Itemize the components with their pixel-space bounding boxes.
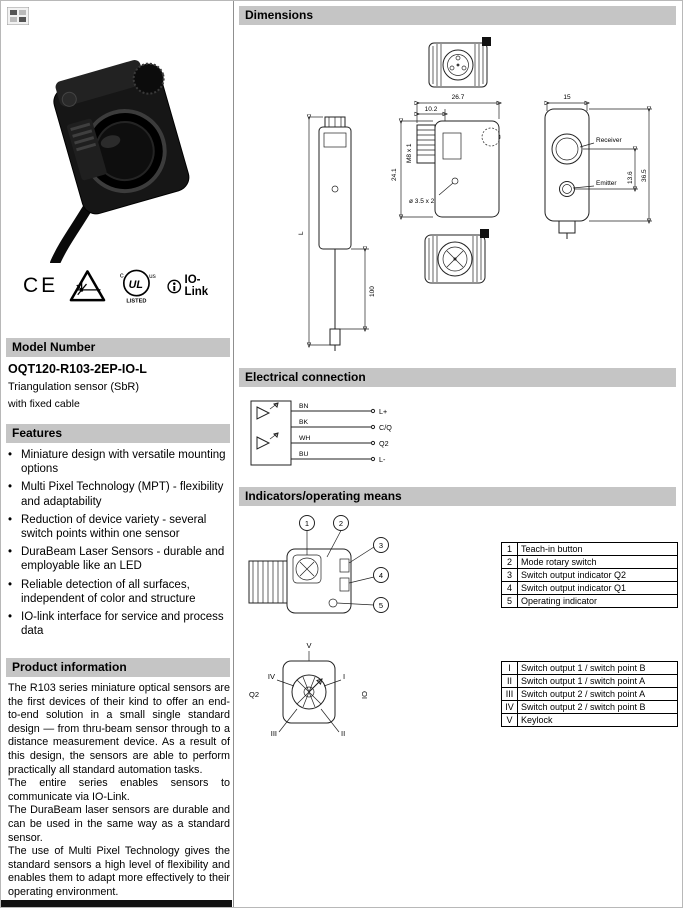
rotary-label-right: IO [360, 691, 369, 699]
table-row [502, 662, 678, 675]
bullet-icon [8, 578, 21, 606]
dimensions-drawing [239, 29, 676, 361]
indicator-num: 1 [502, 543, 518, 556]
rotary-label-lower-right: II [341, 729, 346, 738]
ul-listed-icon [117, 267, 156, 305]
callout-number: 3 [378, 540, 384, 550]
switch-desc: Switch output 2 / switch point A [518, 688, 678, 701]
table-row [502, 714, 678, 727]
switch-num: III [502, 688, 518, 701]
features-header: Features [6, 424, 230, 443]
table-row [502, 556, 678, 569]
switch-num: IV [502, 701, 518, 714]
cable-note: with fixed cable [8, 398, 80, 410]
dim-label-hole: ø 3.5 x 2 [409, 198, 435, 205]
feature-item [8, 480, 230, 508]
indicator-desc: Teach-in button [518, 543, 678, 556]
dim-label-24-1: 24.1 [391, 168, 398, 181]
product-info-paragraph: The entire series enables sensors to communicate via IO-Link. [8, 777, 230, 803]
rotary-label-lower-left: III [270, 729, 277, 738]
wire-terminal-label: L- [379, 455, 386, 464]
table-row [502, 688, 678, 701]
features-list [8, 448, 230, 642]
dim-label-100: 100 [369, 286, 376, 297]
ul-us-label: us [149, 273, 156, 281]
table-row [502, 675, 678, 688]
product-photo [25, 27, 211, 263]
wire-terminal-label: C/Q [379, 423, 392, 432]
table-row [502, 701, 678, 714]
dim-label-10-2: 10.2 [424, 106, 438, 113]
wire-color-label: BK [299, 419, 309, 426]
switch-desc: Switch output 1 / switch point B [518, 662, 678, 675]
switch-num: II [502, 675, 518, 688]
indicator-num: 4 [502, 582, 518, 595]
feature-item [8, 448, 230, 476]
wire-color-label: BN [299, 403, 309, 410]
switch-point-table [501, 661, 678, 727]
electrical-header: Electrical connection [239, 368, 676, 387]
indicator-table [501, 542, 678, 608]
feature-item [8, 513, 230, 541]
ul-c-label: c [120, 270, 124, 280]
switch-desc: Switch output 2 / switch point B [518, 701, 678, 714]
feature-text: Multi Pixel Technology (MPT) - flexibility and adaptability [21, 481, 224, 508]
ul-listed-label: LISTED [126, 298, 147, 305]
dimensions-header: Dimensions [239, 6, 676, 25]
indicators-callout-diagram [241, 511, 401, 637]
bullet-icon [8, 545, 21, 573]
callout-number: 4 [378, 570, 384, 580]
rotary-label-left: Q2 [249, 690, 260, 699]
switch-num: V [502, 714, 518, 727]
table-row [502, 595, 678, 608]
wire-color-label: BU [299, 451, 309, 458]
indicator-num: 5 [502, 595, 518, 608]
wire-color-label: WH [299, 435, 311, 442]
product-info-paragraph: The R103 series miniature optical sensors are the first devices of their kind to offer an end-to-end solution in a small single standard design — from thru-beam sensor through to a distance measurement device. As a result of this design, the sensors are able to perform practically all standard automation tasks. [8, 682, 230, 776]
model-number: OQT120-R103-2EP-IO-L [8, 362, 147, 376]
product-info-text [8, 682, 230, 900]
dim-label-15: 15 [563, 94, 571, 101]
feature-text: Miniature design with versatile mounting options [21, 449, 226, 476]
ce-mark: CE [23, 274, 59, 297]
indicators-header: Indicators/operating means [239, 487, 676, 506]
product-info-paragraph: The use of Multi Pixel Technology gives the standard sensors a high level of flexibility and enables them to adapt more effectively to their operating environment. [8, 845, 230, 898]
switch-desc: Keylock [518, 714, 678, 727]
rotary-label-top: V [306, 641, 312, 650]
feature-item [8, 610, 230, 638]
feature-item [8, 578, 230, 606]
sensor-type: Triangulation sensor (SbR) [8, 381, 140, 393]
dim-label-receiver: Receiver [596, 137, 622, 144]
indicator-desc: Operating indicator [518, 595, 678, 608]
bullet-icon [8, 610, 21, 638]
io-link-label: IO-Link [184, 274, 209, 298]
bullet-icon [8, 513, 21, 541]
feature-text: DuraBeam Laser Sensors - durable and employable like an LED [21, 546, 225, 573]
bullet-icon [8, 480, 21, 508]
certifications-row [23, 264, 223, 308]
brand-logo-icon [7, 7, 29, 25]
feature-text: Reliable detection of all surfaces, independent of color and structure [21, 578, 196, 605]
io-link-logo [167, 274, 223, 298]
dim-label-13-6: 13.6 [627, 171, 634, 184]
callout-number: 2 [338, 518, 344, 528]
dim-label-thread: M8 x 1 [406, 143, 413, 163]
dim-label-cable-length: L [298, 231, 305, 235]
rotary-label-upper-right: I [343, 672, 346, 681]
product-info-paragraph: The DuraBeam laser sensors are durable and can be used in the same way as a standard sensor. [8, 804, 230, 844]
switch-num: I [502, 662, 518, 675]
table-row [502, 569, 678, 582]
ul-mark-label: UL [128, 278, 144, 291]
electrical-connection-diagram [243, 393, 413, 478]
table-row [502, 543, 678, 556]
feature-text: IO-link interface for service and process data [21, 611, 224, 638]
io-link-icon [167, 279, 182, 294]
indicator-num: 2 [502, 556, 518, 569]
laser-warning-icon [69, 269, 106, 303]
dim-label-26-7: 26.7 [451, 94, 465, 101]
indicator-num: 3 [502, 569, 518, 582]
indicator-desc: Switch output indicator Q2 [518, 569, 678, 582]
bullet-icon [8, 448, 21, 476]
wire-terminal-label: L+ [379, 407, 388, 416]
switch-desc: Switch output 1 / switch point A [518, 675, 678, 688]
dim-label-36-5: 36.5 [641, 169, 648, 182]
feature-text: Reduction of device variety - several switch points within one sensor [21, 513, 207, 541]
indicator-desc: Switch output indicator Q1 [518, 582, 678, 595]
callout-number: 5 [378, 600, 384, 610]
model-number-header: Model Number [6, 338, 230, 357]
rotary-label-upper-left: IV [267, 672, 275, 681]
table-row [502, 582, 678, 595]
feature-item [8, 545, 230, 573]
column-divider [233, 1, 234, 908]
indicator-desc: Mode rotary switch [518, 556, 678, 569]
dim-label-emitter: Emitter [596, 180, 617, 187]
product-info-header: Product information [6, 658, 230, 677]
callout-number: 1 [304, 518, 310, 528]
wire-terminal-label: Q2 [379, 439, 389, 448]
rotary-switch-diagram [247, 637, 373, 749]
footer-bar [1, 900, 232, 908]
